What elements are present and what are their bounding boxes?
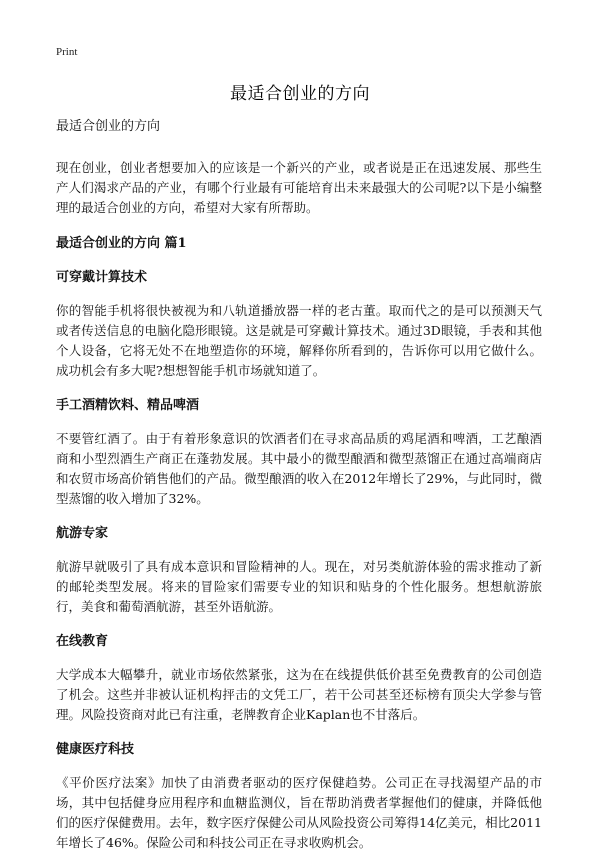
page-title: 最适合创业的方向 (230, 84, 370, 104)
section-text-cruise: 航游早就吸引了具有成本意识和冒险精神的人。现在，对另类航游体验的需求推动了新的邮轮类型发展。将来的冒险家们需要专业的知识和贴身的个性化服务。想想航游旅行，美食和葡萄酒航游，甚至外语航游。 (56, 559, 542, 614)
intro-paragraph: 现在创业，创业者想要加入的应该是一个新兴的产业，或者说是正在迅速发展、那些生产人们渴求产品的产业，有哪个行业最有可能培育出未来最强大的公司呢?以下是小编整理的最适合创业的方向，希望对大家有所帮助。 (56, 160, 542, 215)
section-heading-online-education: 在线教育 (56, 634, 109, 649)
section-text-wearables: 你的智能手机将很快被视为和八轨道播放器一样的老古董。取而代之的是可以预测天气或者传送信息的电脑化隐形眼镜。这是就是可穿戴计算技术。通过3D眼镜，手表和其他个人设备，它将无处不在地塑造你的环境，解释你所看到的，告诉你可以用它做什么。成功机会有多大呢?想想智能手机市场就知道了。 (56, 303, 542, 378)
section-heading-craft-beverages: 手工酒精饮料、精品啤酒 (56, 398, 200, 413)
part-title: 最适合创业的方向 篇1 (56, 236, 187, 251)
section-text-health-tech: 《平价医疗法案》加快了由消费者驱动的医疗保健趋势。公司正在寻找渴望产品的市场，其中包括健身应用程序和血糖监测仪，旨在帮助消费者掌握他们的健康，并降低他们的医疗保健费用。去年，数字医疗保健公司从风险投资公司筹得14亿美元，相比2011年增长了46%。保险公司和科技公司正在寻求收购机会。 (56, 775, 542, 850)
print-link[interactable]: Print (56, 46, 78, 58)
article-content (56, 118, 542, 853)
section-heading-cruise: 航游专家 (56, 526, 109, 541)
section-text-craft-beverages: 不要管红酒了。由于有着形象意识的饮酒者们在寻求高品质的鸡尾酒和啤酒，工艺酿酒商和小型烈酒生产商正在蓬勃发展。其中最小的微型酿酒和微型蒸馏正在通过高端商店和农贸市场高价销售他们的产品。微型酿酒的收入在2012年增长了29%，与此同时，微型蒸馏的收入增加了32%。 (56, 431, 542, 506)
section-heading-wearables: 可穿戴计算技术 (56, 270, 148, 285)
section-text-online-education: 大学成本大幅攀升，就业市场依然紧张，这为在在线提供低价甚至免费教育的公司创造了机会。这些并非被认证机构抨击的文凭工厂，若干公司甚至还标榜有顶尖大学参与管理。风险投资商对此已有注重，老牌教育企业Kaplan也不甘落后。 (56, 667, 542, 722)
article-subtitle: 最适合创业的方向 (56, 119, 161, 134)
section-heading-health-tech: 健康医疗科技 (56, 742, 135, 757)
